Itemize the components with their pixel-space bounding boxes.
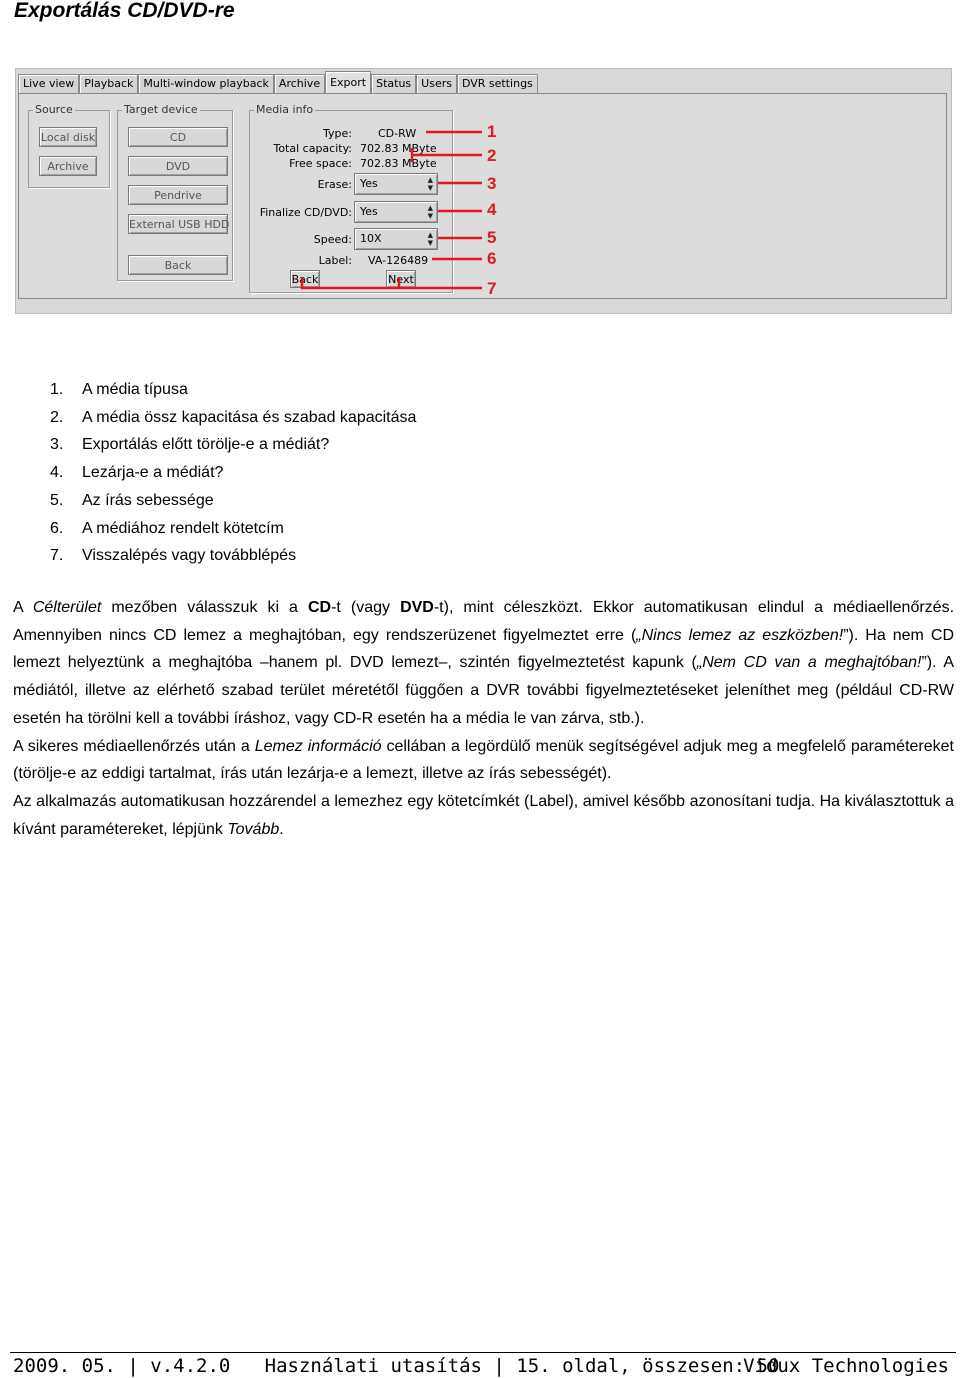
tab-playback[interactable]: Playback xyxy=(79,74,138,93)
list-item: 5. Az írás sebessége xyxy=(50,491,214,509)
page-footer xyxy=(13,1354,949,1378)
paragraph-media-check: A sikeres médiaellenőrzés után a Lemez információ cellában a legördülő menük segítségével adjuk meg a megfelelő paramétereket (törölje-e az eddigi tartalmat, írás után lezárja-e a lemezt, illetve az írás sebességét). xyxy=(13,737,954,783)
disc-label-label: Label: xyxy=(318,254,352,267)
total-capacity-label: Total capacity: xyxy=(273,142,352,155)
list-item: 7. Visszalépés vagy továbblépés xyxy=(50,547,297,565)
speed-select-value: 10X xyxy=(360,232,382,245)
list-item: 1. A média típusa xyxy=(50,381,188,398)
tab-dvr-settings[interactable]: DVR settings xyxy=(457,74,538,93)
target-device-group-label: Target device xyxy=(124,103,198,116)
local-disk-button[interactable]: Local disk xyxy=(39,127,97,147)
callout-number-7: 7 xyxy=(487,279,497,298)
list-item: 4. Lezárja-e a médiát? xyxy=(50,464,224,482)
dvr-export-screenshot xyxy=(15,68,952,314)
external-usb-hdd-button[interactable]: External USB HDD xyxy=(128,214,228,234)
page-title: Exportálás CD/DVD-re xyxy=(14,0,235,22)
footer-company: Vidux Technologies xyxy=(743,1355,949,1377)
source-group-label: Source xyxy=(35,103,73,116)
dvd-button[interactable]: DVD xyxy=(128,156,228,176)
callout-number-1: 1 xyxy=(487,122,497,141)
speed-label: Speed: xyxy=(313,233,352,246)
tab-archive[interactable]: Archive xyxy=(274,74,325,93)
spinner-arrows-icon: ▲ ▼ xyxy=(427,231,433,247)
cd-button[interactable]: CD xyxy=(128,127,228,147)
target-back-button[interactable]: Back xyxy=(128,255,228,275)
paragraph-target-area: A Célterület mezőben válasszuk ki a CD-t (vagy DVD-t), mint céleszközt. Ekkor automatikusan elindul a médiaellenőrzés. Amennyiben nincs CD lemez a meghajtóban, egy rendszerüzenet figyelmeztet erre („Nincs lemez az eszközben!”). Ha nem CD lemezt helyeztünk a meghajtóba –hanem pl. DVD lemezt–, szintén figyelmeztetést kapunk („Nem CD van a meghajtóban!”). A médiától, illetve az elérhető szabad terület méretétől függően a DVR további figyelmeztetéseket jeleníthet meg (például CD-RW esetén ha törölni kell a további íráshoz, vagy CD-R esetén ha a média le van zárva, stb.). xyxy=(13,599,955,727)
tab-users[interactable]: Users xyxy=(416,74,457,93)
callout-number-4: 4 xyxy=(487,200,497,219)
media-back-button[interactable]: Back xyxy=(290,270,320,288)
callout-number-2: 2 xyxy=(487,146,497,165)
body-text xyxy=(13,594,954,843)
archive-source-button[interactable]: Archive xyxy=(39,156,97,176)
free-space-label: Free space: xyxy=(289,157,352,170)
tab-export[interactable]: Export xyxy=(325,71,371,93)
type-value: CD-RW xyxy=(378,127,417,140)
disc-label-value: VA-126489 xyxy=(368,254,429,267)
callout-legend-list xyxy=(50,376,416,570)
erase-select-value: Yes xyxy=(360,177,378,190)
spinner-arrows-icon: ▲ ▼ xyxy=(427,176,433,192)
finalize-select-value: Yes xyxy=(360,205,378,218)
tab-status[interactable]: Status xyxy=(371,74,416,93)
callout-number-6: 6 xyxy=(487,249,497,268)
type-label: Type: xyxy=(323,127,352,140)
tab-live-view[interactable]: Live view xyxy=(18,74,79,93)
callout-number-5: 5 xyxy=(487,228,497,247)
footer-divider xyxy=(10,1352,956,1353)
callout-lines xyxy=(16,69,953,315)
finalize-label: Finalize CD/DVD: xyxy=(259,206,352,219)
list-item: 2. A média össz kapacitása és szabad kapacitása xyxy=(50,408,417,426)
free-space-value: 702.83 MByte xyxy=(360,157,437,170)
callout-line-7-left xyxy=(302,277,482,288)
media-next-button[interactable]: Next xyxy=(386,270,416,288)
list-item: 6. A médiához rendelt kötetcím xyxy=(50,519,284,537)
callout-number-3: 3 xyxy=(487,174,497,193)
footer-left-text: 2009. 05. | v.4.2.0 Használati utasítás | 15. oldal, összesen: 50 xyxy=(13,1355,780,1377)
tab-multi-window-playback[interactable]: Multi-window playback xyxy=(138,74,274,93)
list-item: 3. Exportálás előtt törölje-e a médiát? xyxy=(50,436,330,454)
media-info-group-label: Media info xyxy=(256,103,314,116)
spinner-arrows-icon: ▲ ▼ xyxy=(427,204,433,220)
erase-label: Erase: xyxy=(317,178,352,191)
total-capacity-value: 702.83 MByte xyxy=(360,142,437,155)
paragraph-volume-label: Az alkalmazás automatikusan hozzárendel a lemezhez egy kötetcímkét (Label), amivel később azonosítani tudja. Ha kiválasztottuk a kívánt paramétereket, lépjünk Tovább. xyxy=(13,792,954,838)
pendrive-button[interactable]: Pendrive xyxy=(128,185,228,205)
